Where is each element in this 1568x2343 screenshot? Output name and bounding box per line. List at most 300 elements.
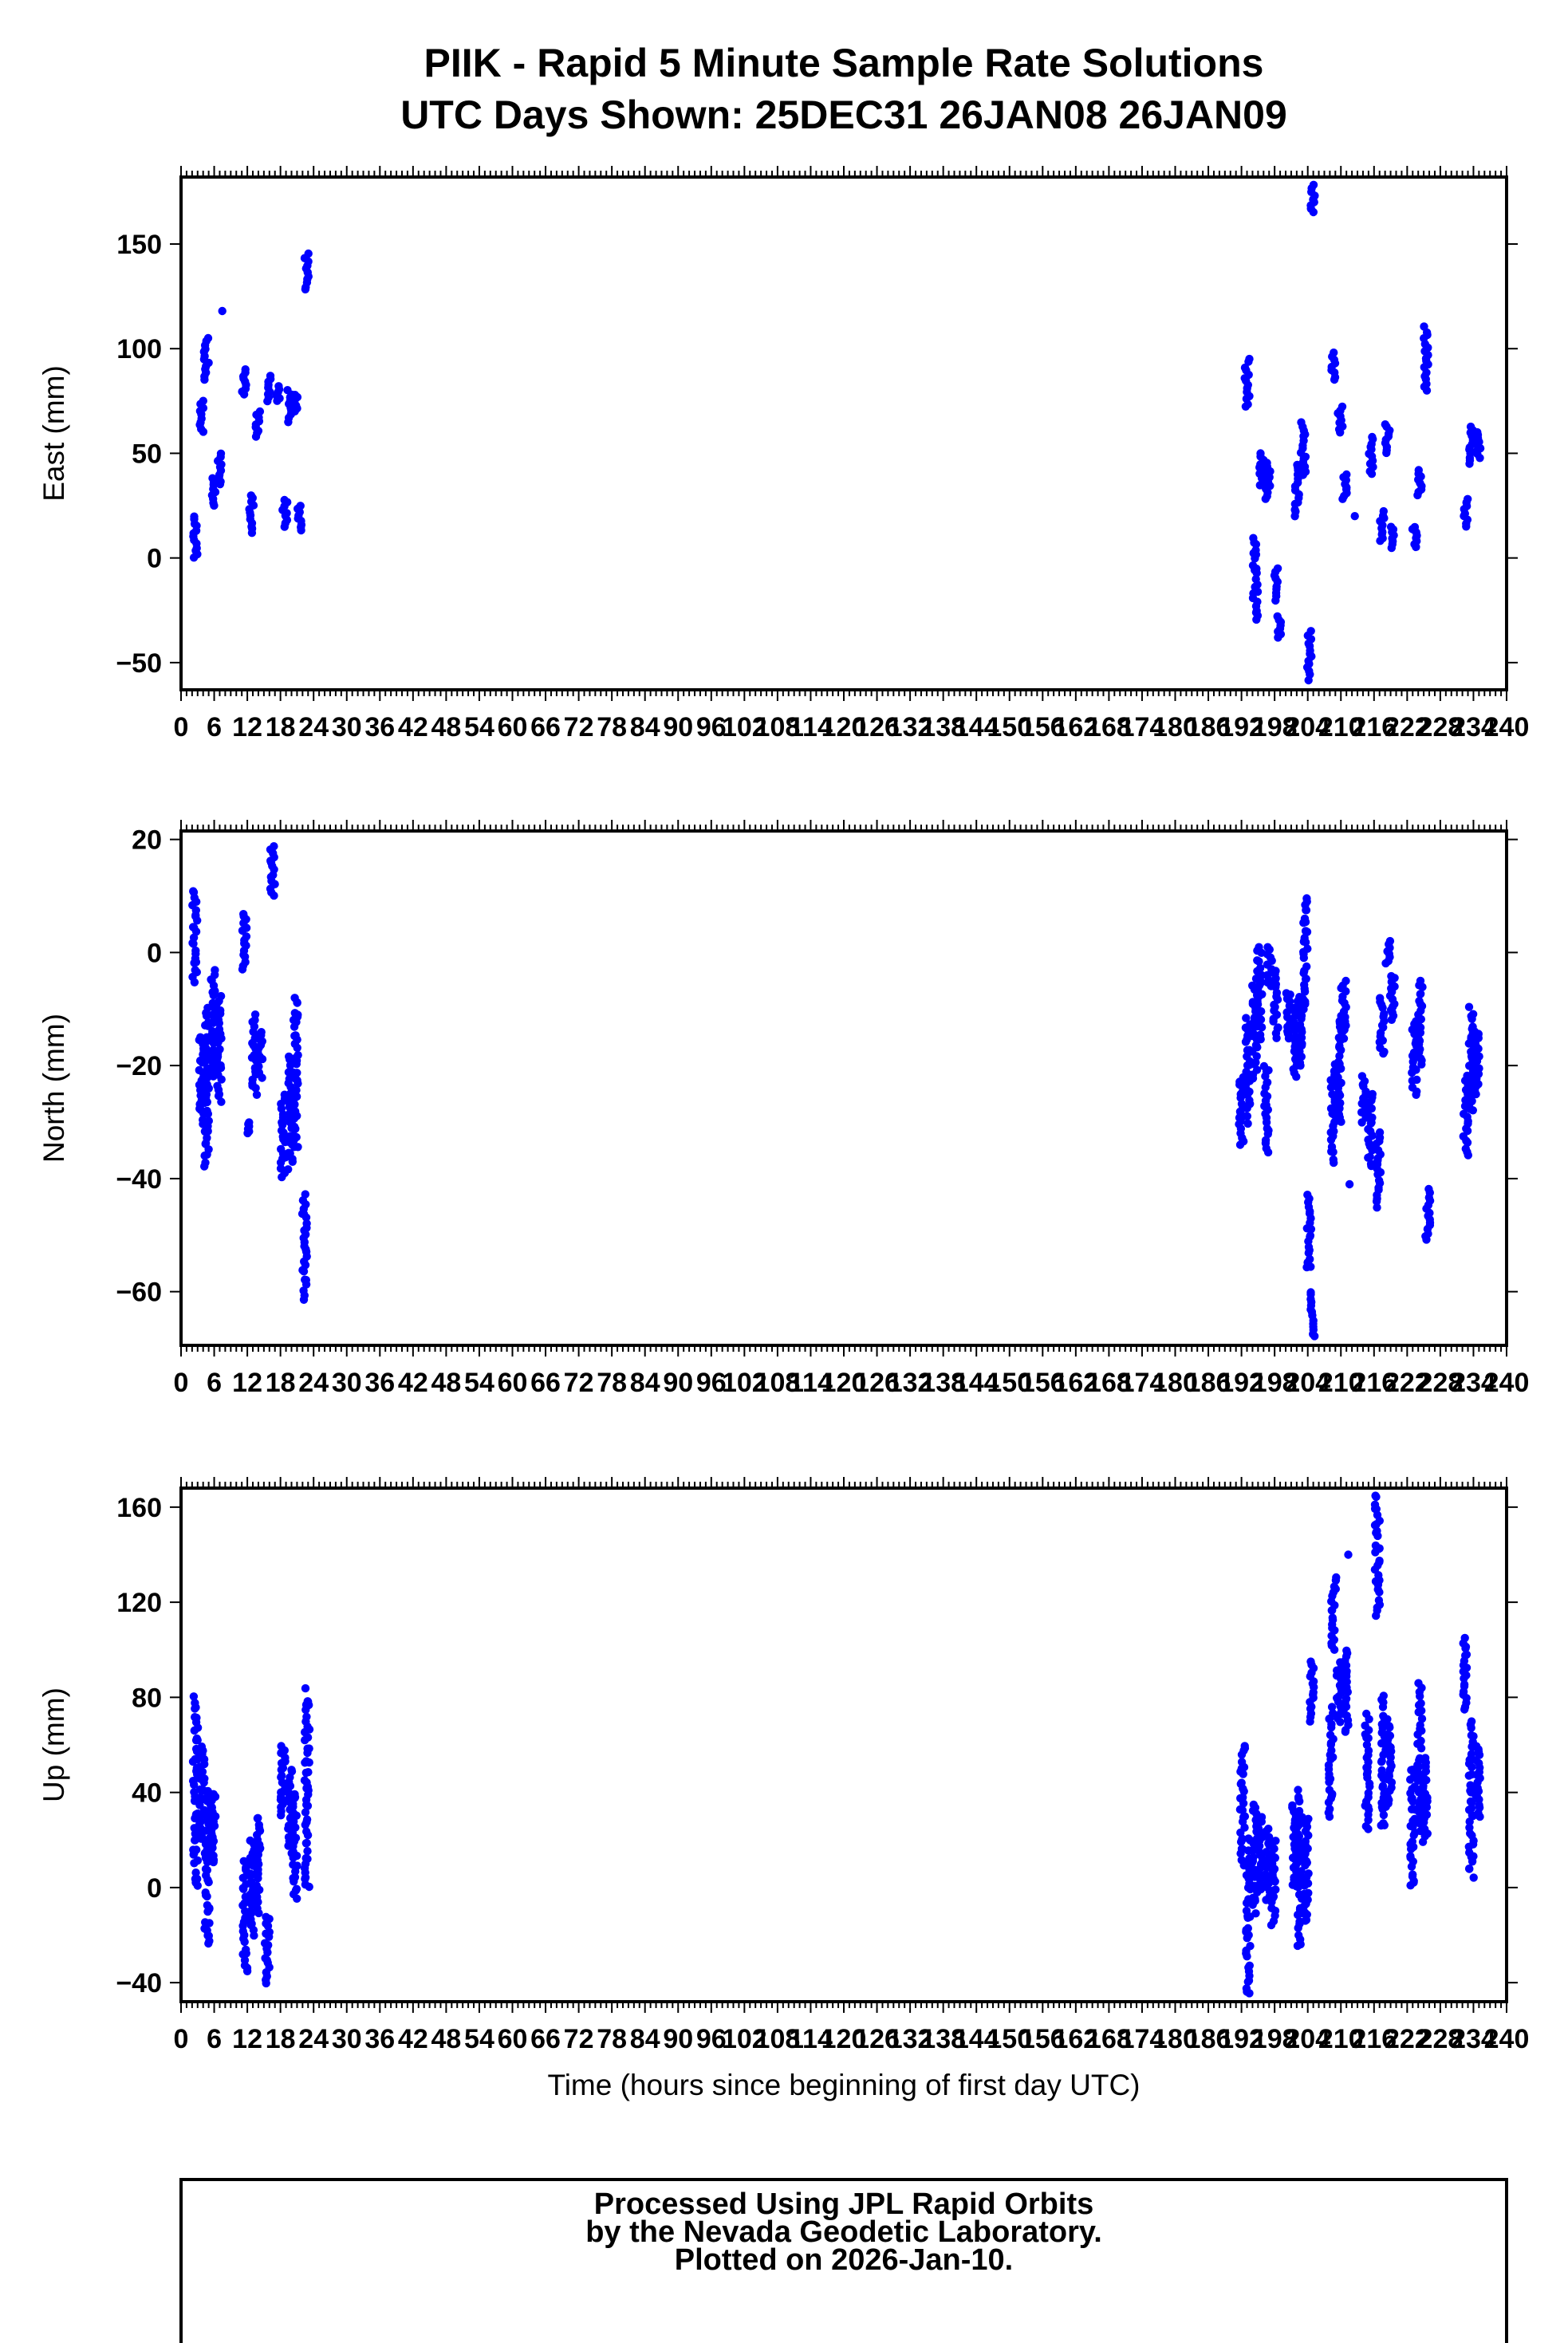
x-tick-label: 216 (1351, 1368, 1397, 1398)
data-point (1369, 1090, 1377, 1098)
data-point (215, 1045, 223, 1053)
x-tick-label: 84 (629, 1368, 660, 1398)
x-tick-label: 24 (298, 1368, 329, 1398)
x-tick-label: 180 (1152, 2024, 1198, 2054)
data-point (1330, 348, 1338, 356)
data-point (1326, 1731, 1334, 1739)
data-point (290, 1123, 298, 1131)
data-point (1249, 534, 1257, 542)
data-point (198, 1742, 206, 1750)
x-tick-label: 156 (1019, 2024, 1066, 2054)
x-tick-label: 108 (754, 1368, 801, 1398)
data-point (277, 1742, 285, 1750)
data-point (1328, 1143, 1336, 1151)
data-point (1307, 627, 1315, 635)
x-tick-label: 78 (597, 712, 628, 742)
data-point (293, 1133, 301, 1141)
y-tick-label: 40 (132, 1778, 162, 1809)
x-tick-label: 204 (1285, 712, 1331, 742)
data-point (1301, 915, 1309, 923)
data-point (287, 1766, 295, 1774)
x-axis-label: Time (hours since beginning of first day UTC) (547, 2069, 1141, 2101)
x-tick-label: 132 (887, 2024, 933, 2054)
data-point (1375, 1597, 1383, 1605)
x-tick-label: 126 (854, 712, 900, 742)
x-tick-label: 132 (887, 712, 933, 742)
data-point (204, 1110, 212, 1118)
x-tick-label: 168 (1086, 2024, 1132, 2054)
x-tick-label: 0 (173, 1368, 189, 1398)
x-tick-label: 30 (331, 712, 362, 742)
data-point (1378, 1766, 1386, 1774)
data-point (1256, 1030, 1264, 1038)
data-point (1465, 1865, 1473, 1872)
data-point (1244, 1924, 1252, 1932)
data-point (196, 1775, 204, 1783)
data-point (1295, 1807, 1303, 1815)
x-tick-label: 102 (721, 1368, 767, 1398)
x-tick-label: 90 (663, 712, 694, 742)
x-tick-label: 48 (431, 2024, 462, 2054)
data-point (1294, 1795, 1302, 1803)
x-tick-label: 12 (232, 1368, 263, 1398)
x-tick-label: 48 (431, 712, 462, 742)
data-point (1304, 1815, 1312, 1823)
x-tick-label: 240 (1483, 1368, 1530, 1398)
data-point (191, 1727, 199, 1735)
x-tick-label: 234 (1451, 2024, 1496, 2054)
x-tick-label: 174 (1119, 1368, 1165, 1398)
data-point (1468, 1731, 1475, 1739)
data-point (297, 502, 305, 510)
data-point (301, 1776, 309, 1784)
x-tick-label: 0 (173, 2024, 189, 2054)
data-point (242, 1946, 250, 1954)
data-point (1381, 420, 1389, 428)
data-point (1271, 1837, 1279, 1845)
data-point (1415, 997, 1423, 1005)
x-tick-label: 108 (754, 712, 801, 742)
data-point (1260, 1062, 1268, 1070)
x-tick-label: 60 (497, 2024, 528, 2054)
data-point (246, 1837, 254, 1845)
x-tick-label: 6 (207, 1368, 223, 1398)
data-point (1380, 507, 1388, 515)
data-point (1376, 994, 1384, 1002)
x-tick-label: 54 (464, 1368, 494, 1398)
x-tick-label: 18 (265, 2024, 296, 2054)
x-tick-label: 192 (1219, 2024, 1264, 2054)
x-tick-label: 120 (821, 2024, 867, 2054)
data-point (1297, 418, 1305, 426)
y-axis-label: North (mm) (37, 1013, 70, 1164)
data-point (204, 334, 212, 342)
data-point (1338, 403, 1346, 411)
footer-line-2: by the Nevada Geodetic Laboratory. (585, 2215, 1102, 2249)
x-tick-label: 216 (1351, 712, 1397, 742)
x-tick-label: 204 (1285, 1368, 1331, 1398)
data-point (301, 1276, 309, 1284)
x-tick-label: 168 (1086, 712, 1132, 742)
x-tick-label: 72 (563, 2024, 594, 2054)
y-tick-label: 0 (147, 1872, 162, 1904)
data-point (274, 382, 282, 390)
data-point (1329, 1613, 1337, 1621)
data-point (1376, 1128, 1384, 1136)
data-point (1467, 1720, 1475, 1728)
data-point (262, 1913, 270, 1921)
x-tick-label: 66 (530, 712, 561, 742)
data-point (192, 1845, 200, 1853)
data-point (1282, 989, 1290, 997)
x-tick-label: 96 (695, 712, 727, 742)
data-point (291, 391, 299, 399)
x-tick-label: 234 (1451, 712, 1496, 742)
data-point (1246, 1942, 1254, 1950)
x-tick-label: 114 (789, 2024, 833, 2054)
data-point (247, 491, 255, 499)
y-tick-label: 150 (116, 229, 162, 260)
data-point (203, 1901, 211, 1909)
data-point (202, 1888, 210, 1896)
data-point (1294, 1931, 1302, 1939)
x-tick-label: 72 (563, 1368, 594, 1398)
x-tick-label: 228 (1417, 1368, 1464, 1398)
data-point (1310, 181, 1318, 189)
x-tick-label: 102 (721, 2024, 767, 2054)
x-tick-label: 30 (331, 2024, 362, 2054)
data-point (293, 1069, 301, 1077)
data-point (1299, 995, 1307, 1003)
x-tick-label: 240 (1483, 712, 1530, 742)
x-tick-label: 12 (232, 712, 263, 742)
data-point (1306, 1657, 1314, 1665)
data-point (1238, 1778, 1246, 1786)
data-point (1470, 1873, 1478, 1881)
chart-title: PIIK - Rapid 5 Minute Sample Rate Solutions (424, 41, 1264, 85)
data-point (1344, 1550, 1352, 1558)
data-point (1416, 977, 1424, 985)
x-tick-label: 18 (265, 1368, 296, 1398)
data-point (1345, 1180, 1353, 1188)
data-point (1271, 967, 1279, 975)
x-tick-label: 42 (397, 1368, 428, 1398)
data-point (199, 397, 207, 405)
data-point (258, 1028, 266, 1036)
x-tick-label: 96 (695, 2024, 727, 2054)
x-tick-label: 138 (920, 712, 967, 742)
x-tick-label: 126 (854, 2024, 900, 2054)
x-tick-label: 138 (920, 1368, 967, 1398)
data-point (1274, 565, 1282, 573)
x-tick-label: 84 (629, 712, 660, 742)
data-point (1387, 972, 1395, 980)
x-tick-label: 162 (1053, 712, 1099, 742)
data-point (293, 1885, 301, 1893)
y-tick-label: −20 (116, 1051, 162, 1082)
data-point (1379, 1819, 1387, 1827)
data-point (1406, 1852, 1414, 1860)
data-point (302, 1854, 310, 1862)
x-tick-label: 192 (1219, 712, 1264, 742)
data-point (1424, 1185, 1432, 1193)
x-tick-label: 180 (1152, 1368, 1198, 1398)
y-axis-label: Up (mm) (37, 1687, 70, 1802)
data-point (284, 1165, 292, 1173)
x-tick-label: 102 (721, 712, 767, 742)
data-point (1408, 1870, 1416, 1878)
data-point (290, 1032, 298, 1040)
x-tick-label: 210 (1318, 2024, 1364, 2054)
data-point (305, 250, 313, 258)
x-tick-label: 216 (1351, 2024, 1397, 2054)
x-tick-label: 60 (497, 712, 528, 742)
data-point (254, 1814, 262, 1822)
x-tick-label: 36 (364, 712, 396, 742)
data-point (291, 1009, 299, 1017)
data-point (305, 1744, 313, 1752)
data-point (205, 1116, 213, 1124)
x-tick-label: 156 (1019, 1368, 1066, 1398)
footer-line-3: Plotted on 2026-Jan-10. (674, 2243, 1014, 2277)
data-point (190, 1692, 198, 1700)
data-point (219, 307, 227, 315)
data-point (1358, 1072, 1366, 1080)
x-tick-label: 180 (1152, 712, 1198, 742)
data-point (1383, 1715, 1391, 1723)
y-tick-label: 0 (147, 938, 162, 969)
x-tick-label: 18 (265, 712, 296, 742)
data-point (1288, 1802, 1296, 1809)
data-point (305, 1883, 313, 1891)
data-point (1304, 1869, 1312, 1877)
x-tick-label: 78 (597, 2024, 628, 2054)
data-point (290, 1790, 298, 1798)
x-tick-label: 6 (207, 712, 223, 742)
data-point (301, 1736, 309, 1744)
data-point (1411, 523, 1419, 531)
data-point (1242, 1949, 1250, 1957)
data-point (270, 842, 278, 850)
data-point (1467, 423, 1475, 431)
data-point (245, 1118, 253, 1126)
x-tick-label: 162 (1053, 1368, 1099, 1398)
x-tick-label: 120 (821, 712, 867, 742)
data-point (285, 1053, 293, 1061)
data-point (1415, 466, 1423, 474)
data-point (1246, 1962, 1254, 1970)
data-point (1250, 1801, 1258, 1809)
data-point (1465, 1003, 1473, 1011)
data-point (202, 1865, 210, 1873)
x-tick-label: 150 (987, 1368, 1033, 1398)
chart-subtitle: UTC Days Shown: 25DEC31 26JAN08 26JAN09 (400, 93, 1287, 137)
x-tick-label: 186 (1185, 2024, 1231, 2054)
data-point (1473, 428, 1481, 436)
x-tick-label: 240 (1483, 2024, 1530, 2054)
x-tick-label: 90 (663, 2024, 694, 2054)
data-point (1469, 1010, 1477, 1018)
data-point (1465, 1771, 1473, 1779)
x-tick-label: 30 (331, 1368, 362, 1398)
data-point (302, 1713, 310, 1721)
data-point (253, 1881, 261, 1889)
x-tick-label: 24 (298, 2024, 329, 2054)
data-point (1342, 1647, 1350, 1655)
data-point (1249, 561, 1257, 569)
data-point (283, 386, 291, 394)
data-point (1263, 943, 1271, 951)
data-point (301, 1190, 309, 1198)
data-point (303, 1815, 311, 1823)
data-point (196, 1786, 204, 1794)
data-point (246, 1869, 254, 1877)
data-point (1412, 1076, 1420, 1084)
x-tick-label: 60 (497, 1368, 528, 1398)
data-point (304, 1831, 312, 1839)
x-tick-label: 192 (1219, 1368, 1264, 1398)
data-point (304, 1768, 312, 1776)
x-tick-label: 186 (1185, 1368, 1231, 1398)
data-point (1264, 1825, 1272, 1833)
x-tick-label: 72 (563, 712, 594, 742)
x-tick-label: 36 (364, 1368, 396, 1398)
data-point (239, 910, 247, 918)
data-point (1306, 1288, 1314, 1296)
data-point (1302, 963, 1310, 971)
data-point (1471, 1027, 1479, 1035)
data-point (1372, 1542, 1380, 1550)
x-tick-label: 144 (953, 712, 999, 742)
x-tick-label: 96 (695, 1368, 727, 1398)
data-point (1241, 1742, 1249, 1750)
data-point (1294, 1786, 1302, 1794)
x-tick-label: 120 (821, 1368, 867, 1398)
data-point (302, 1757, 310, 1765)
data-point (1332, 1573, 1340, 1581)
data-point (277, 1145, 285, 1153)
y-tick-label: −40 (116, 1968, 162, 1999)
y-tick-label: −40 (116, 1164, 162, 1195)
data-point (1326, 1786, 1334, 1794)
data-point (201, 1918, 209, 1926)
data-point (1465, 1805, 1473, 1813)
data-point (1251, 1909, 1259, 1917)
y-tick-label: 80 (132, 1683, 162, 1714)
data-point (1368, 433, 1376, 441)
data-point (1330, 1156, 1338, 1164)
x-tick-label: 36 (364, 2024, 396, 2054)
x-tick-label: 222 (1384, 1368, 1430, 1398)
data-point (1342, 1695, 1350, 1703)
data-point (191, 1713, 199, 1721)
data-point (1461, 1634, 1469, 1642)
x-tick-label: 54 (464, 2024, 494, 2054)
data-point (1302, 927, 1310, 935)
y-tick-label: 20 (132, 825, 162, 856)
x-tick-label: 132 (887, 1368, 933, 1398)
data-point (1258, 1813, 1266, 1821)
data-point (1342, 471, 1350, 478)
data-point (294, 1051, 301, 1059)
data-point (1351, 512, 1359, 520)
data-point (1420, 322, 1428, 330)
x-tick-label: 198 (1251, 2024, 1298, 2054)
x-tick-label: 90 (663, 1368, 694, 1398)
x-tick-label: 234 (1451, 1368, 1496, 1398)
x-tick-label: 144 (953, 2024, 999, 2054)
x-tick-label: 126 (854, 1368, 900, 1398)
x-tick-label: 156 (1019, 712, 1066, 742)
x-tick-label: 198 (1251, 1368, 1298, 1398)
x-tick-label: 66 (530, 1368, 561, 1398)
x-tick-label: 144 (953, 1368, 999, 1398)
x-tick-label: 84 (629, 2024, 660, 2054)
data-point (1256, 449, 1264, 457)
data-point (1302, 894, 1310, 902)
x-tick-label: 12 (232, 2024, 263, 2054)
data-point (1371, 1501, 1379, 1509)
data-point (256, 408, 264, 415)
x-tick-label: 186 (1185, 712, 1231, 742)
x-tick-label: 108 (754, 2024, 801, 2054)
data-point (217, 450, 225, 458)
data-point (189, 887, 197, 895)
data-point (1243, 1120, 1251, 1128)
data-point (1464, 495, 1471, 503)
data-point (1242, 1014, 1250, 1022)
x-tick-label: 78 (597, 1368, 628, 1398)
x-tick-label: 174 (1119, 712, 1165, 742)
y-tick-label: 50 (132, 439, 162, 470)
footer-line-1: Processed Using JPL Rapid Orbits (593, 2187, 1094, 2221)
x-tick-label: 222 (1384, 712, 1430, 742)
data-point (1416, 1699, 1424, 1707)
data-point (1371, 1491, 1379, 1499)
data-point (1242, 1112, 1250, 1120)
data-point (1255, 943, 1263, 951)
x-tick-label: 228 (1417, 712, 1464, 742)
data-point (211, 966, 219, 974)
data-point (1384, 1731, 1392, 1739)
x-tick-label: 0 (173, 712, 189, 742)
data-point (195, 1066, 203, 1074)
data-point (1380, 1691, 1388, 1699)
data-point (1472, 1742, 1480, 1750)
data-point (281, 496, 289, 504)
x-tick-label: 162 (1053, 2024, 1099, 2054)
y-axis-label: East (mm) (37, 365, 70, 502)
x-tick-label: 66 (530, 2024, 561, 2054)
data-point (1253, 956, 1261, 964)
data-point (302, 1839, 310, 1847)
x-tick-label: 48 (431, 1368, 462, 1398)
data-point (301, 1684, 309, 1692)
data-point (266, 372, 274, 380)
x-tick-label: 114 (789, 712, 833, 742)
data-point (1414, 1679, 1422, 1687)
x-tick-label: 174 (1119, 2024, 1165, 2054)
y-tick-label: 160 (116, 1492, 162, 1523)
data-point (1466, 1781, 1474, 1789)
x-tick-label: 24 (298, 712, 329, 742)
x-tick-label: 114 (789, 1368, 833, 1398)
data-point (191, 1868, 199, 1876)
data-point (1300, 1890, 1308, 1898)
data-point (1263, 459, 1271, 467)
x-tick-label: 222 (1384, 2024, 1430, 2054)
data-point (1243, 1907, 1251, 1915)
